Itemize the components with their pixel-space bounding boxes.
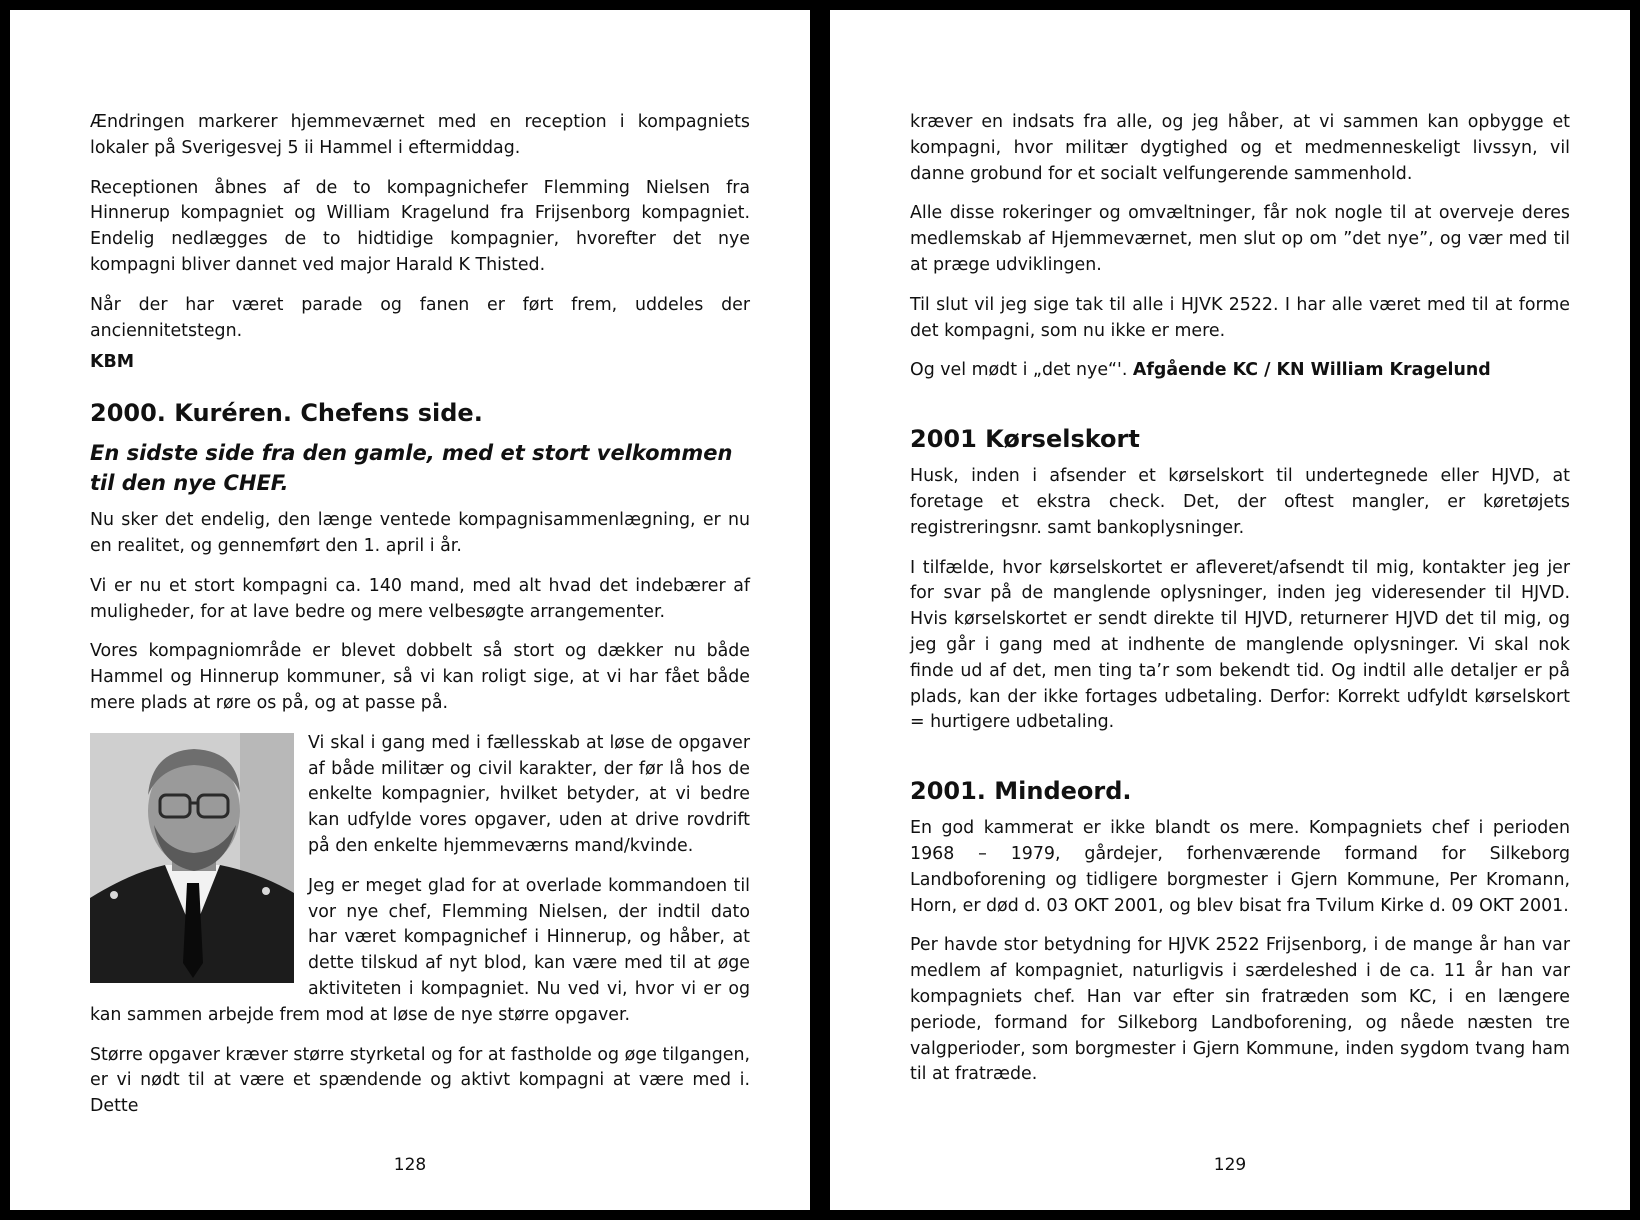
signature: Afgående KC / KN William Kragelund xyxy=(1132,360,1491,381)
paragraph: Alle disse rokeringer og omvæltninger, får nok nogle til at overveje deres medlemskab af Hjemmeværnet, men slut op om ”det nye”, og vær med til at præge udviklingen. xyxy=(910,203,1570,275)
left-page-content xyxy=(90,110,750,1134)
paragraph: Jeg er meget glad for at overlade kommandoen til vor nye chef, Flemming Nielsen, der indtil dato har været kompagnichef i Hinnerup, og håber, at dette tilskud af nyt blod, kan være med til at øge aktiviteten i kompagniet. Nu ved vi, hvor vi er og kan sammen arbejde frem mod at løse de nye større opgaver. xyxy=(90,875,750,1025)
left-page xyxy=(10,10,810,1210)
paragraph xyxy=(910,358,1570,384)
paragraph: Husk, inden i afsender et kørselskort til undertegnede eller HJVD, at foretage et ekstra check. Det, der oftest mangler, er køretøjets registreringsnr. samt bankoplysninger. xyxy=(910,466,1570,538)
paragraph: Receptionen åbnes af de to kompagnichefer Flemming Nielsen fra Hinnerup kompagniet og William Kragelund fra Frijsenborg kompagniet. Endelig nedlægges de to hidtidige kompagnier, hvorefter det nye kompagni bliver dannet ved major Harald K Thisted. xyxy=(90,177,750,275)
paragraph: Nu sker det endelig, den længe ventede kompagnisammenlægning, er nu en realitet, og gennemført den 1. april i år. xyxy=(90,510,750,556)
paragraph: Når der har været parade og fanen er ført frem, uddeles der anciennitetstegn. xyxy=(90,294,750,341)
paragraph: Vores kompagniområde er blevet dobbelt så stort og dækker nu både Hammel og Hinnerup kommuner, så vi kan roligt sige, at vi har fået både mere plads at røre os på, og at passe på. xyxy=(90,641,750,713)
paragraph: Vi skal i gang med i fællesskab at løse de opgaver af både militær og civil karakter, der før lå hos de enkelte kompagnier, hvilket betyder, at vi bedre kan udfylde vores opgaver, uden at drive rovdrift på den enkelte hjemmeværns mand/kvinde. xyxy=(308,732,750,856)
portrait-photo xyxy=(90,733,294,983)
paragraph: kræver en indsats fra alle, og jeg håber, at vi sammen kan opbygge et kompagni, hvor militær dygtighed og et medmenneskeligt livssyn, vil danne grobund for et socialt velfungerende sammenhold. xyxy=(910,112,1570,184)
right-page-content xyxy=(910,110,1570,1102)
page-number: 129 xyxy=(1213,1155,1247,1175)
section-subheading: En sidste side fra den gamle, med et stort velkommen til den nye CHEF. xyxy=(90,441,733,496)
section-heading: 2001 Kørselskort xyxy=(910,425,1140,454)
section-heading: 2001. Mindeord. xyxy=(910,777,1132,806)
paragraph: Større opgaver kræver større styrketal og for at fastholde og øge tilgangen, er vi nødt til at være et spændende og aktivt kompagni at være med i. Dette xyxy=(90,1044,750,1117)
paragraph: En god kammerat er ikke blandt os mere. Kompagniets chef i perioden 1968 – 1979, gårdejer, forhenværende formand for Silkeborg Landboforening og tidligere borgmester i Gjern Kommune, Per Kromann, Horn, er død d. 03 OKT 2001, og blev bisat fra Tvilum Kirke d. 09 OKT 2001. xyxy=(910,818,1570,916)
paragraph: Per havde stor betydning for HJVK 2522 Frijsenborg, i de mange år han var medlem af kompagniet, naturligvis i særdeleshed i de ca. 11 år han var kompagniets chef. Han var efter sin fratræden som KC, i en længere periode, formand for Silkeborg Landboforening, og nåede næsten tre valgperioder, som borgmester i Gjern Kommune, inden sygdom tvang ham til at fratræde. xyxy=(910,935,1570,1085)
paragraph: I tilfælde, hvor kørselskortet er afleveret/afsendt til mig, kontakter jeg jer for svar på de manglende oplysninger, inden jeg videresender til HJVD. Hvis kørselskortet er sendt direkte til HJVD, returnerer HJVD det til mig, og jeg går i gang med at indhente de manglende oplysninger. Vi skal nok finde ud af det, men ting ta’r som bekendt tid. Og indtil alle detaljer er på plads, kan der ikke fortages udbetaling. Derfor: Korrekt udfyldt kørselskort = hurtigere udbetaling. xyxy=(910,557,1570,733)
closing-text: Og vel mødt i „det nye“'. xyxy=(910,360,1128,381)
section-heading: 2000. Kuréren. Chefens side. xyxy=(90,399,483,428)
page-number: 128 xyxy=(393,1155,427,1175)
paragraph: Til slut vil jeg sige tak til alle i HJVK 2522. I har alle været med til at forme det kompagni, som nu ikke er mere. xyxy=(910,294,1570,341)
signature: KBM xyxy=(90,352,135,373)
paragraph: Vi er nu et stort kompagni ca. 140 mand, med alt hvad det indebærer af muligheder, for at lave bedre og mere velbesøgte arrangementer. xyxy=(90,575,750,622)
paragraph: Ændringen markerer hjemmeværnet med en reception i kompagniets lokaler på Sverigesvej 5 ii Hammel i eftermiddag. xyxy=(90,112,750,158)
right-page xyxy=(830,10,1630,1210)
